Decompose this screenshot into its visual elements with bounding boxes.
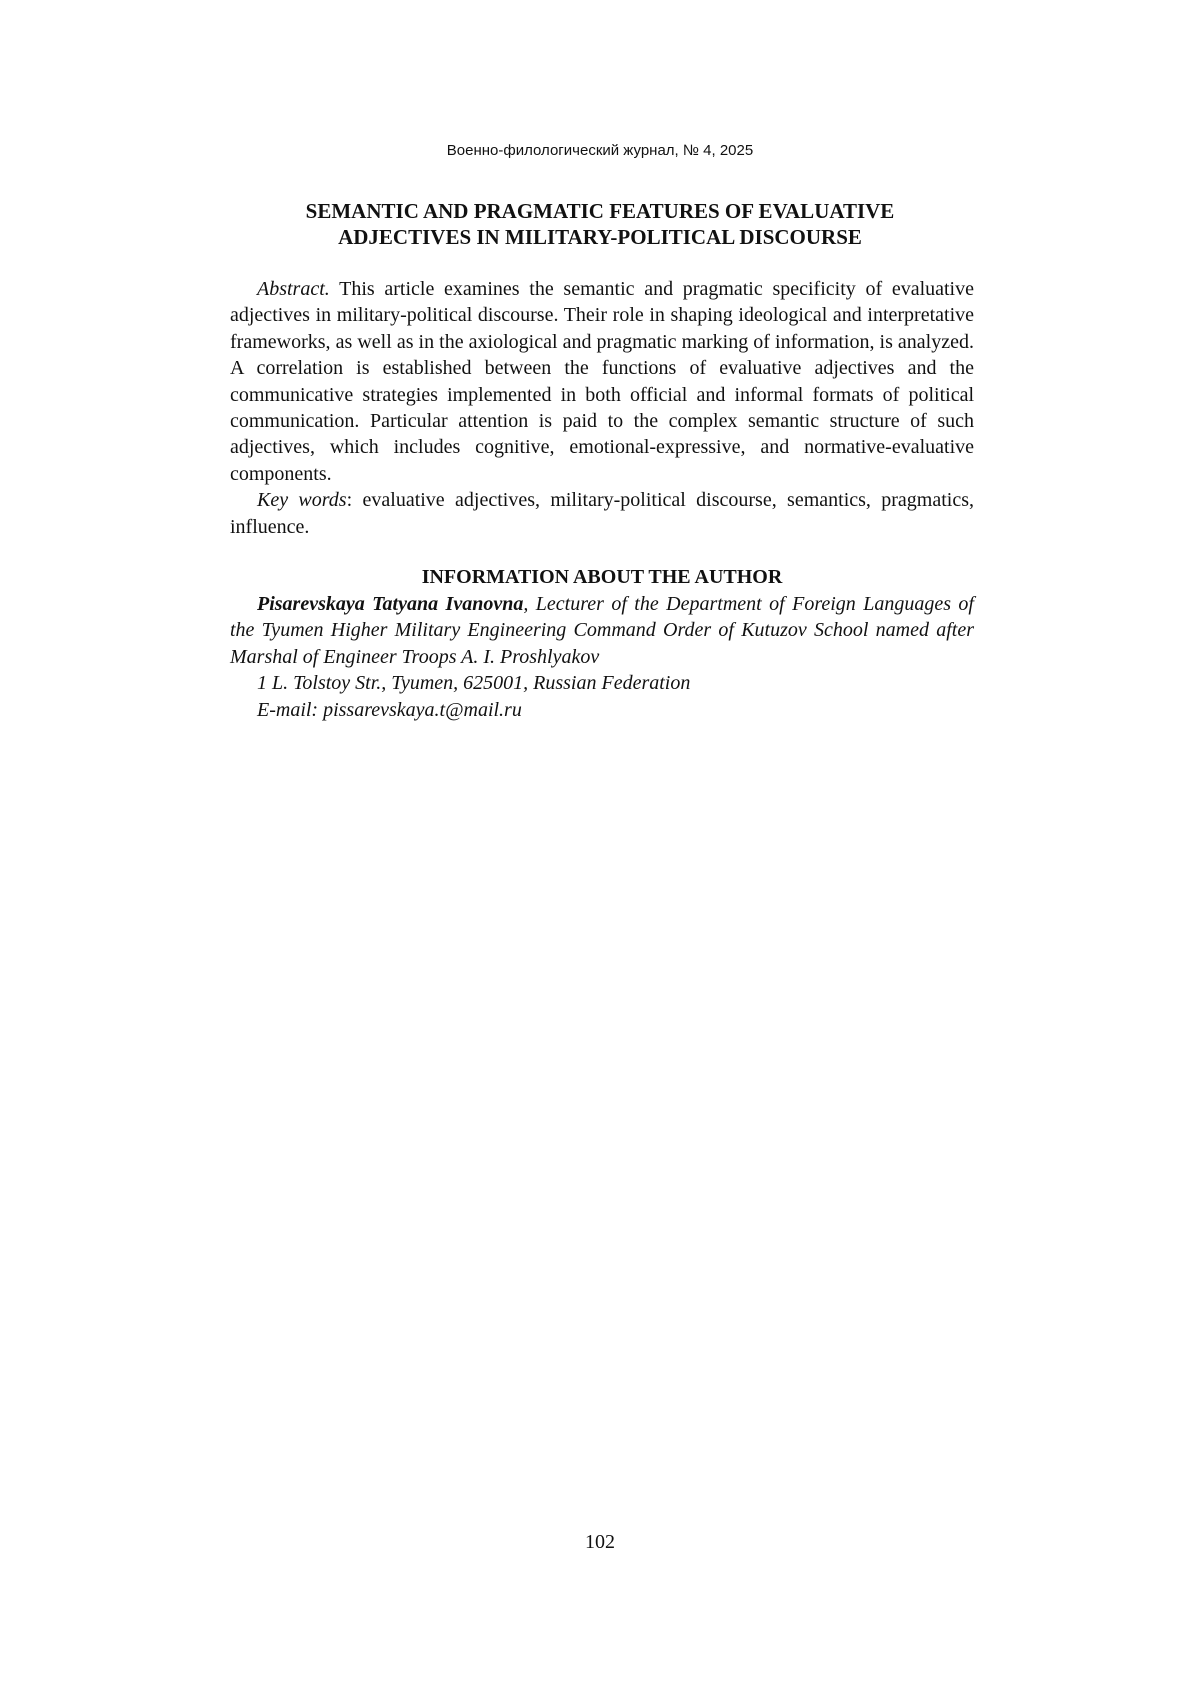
abstract-text: This article examines the semantic and pragmatic specificity of evaluative adjectives in military-political discourse. Their role in shaping ideological and interpretative frameworks, as well as in the axiological and pragmatic marking of information, is analyzed. A correlation is established between the functions of evaluative adjectives and the communicative strategies implemented in both official and informal formats of political communication. Particular attention is paid to the complex semantic structure of such adjectives, which includes cognitive, emotional-expressive, and normative-evaluative components. [230, 278, 974, 485]
keywords-paragraph [230, 487, 974, 540]
author-email: E-mail: pissarevskaya.t@mail.ru [257, 698, 522, 721]
author-paragraph [230, 591, 974, 670]
keywords-text: : evaluative adjectives, military-political discourse, semantics, pragmatics, influence. [230, 489, 974, 538]
abstract-label: Abstract. [257, 278, 330, 300]
page-number: 102 [585, 1531, 615, 1553]
abstract-section [230, 276, 974, 540]
article-title [230, 198, 970, 250]
article-title-line-1: SEMANTIC AND PRAGMATIC FEATURES OF EVALUATIVE [305, 199, 895, 223]
running-head: Военно-филологический журнал, № 4, 2025 [446, 142, 754, 159]
author-section-heading: INFORMATION ABOUT THE AUTHOR [421, 566, 783, 588]
keywords-label: Key words [257, 489, 347, 512]
abstract-paragraph [230, 276, 974, 487]
article-title-line-2: ADJECTIVES IN MILITARY-POLITICAL DISCOURSE [338, 225, 862, 249]
author-address: 1 L. Tolstoy Str., Tyumen, 625001, Russian Federation [257, 672, 691, 695]
author-name: Pisarevskaya Tatyana Ivanovna [257, 593, 524, 615]
author-info [230, 591, 974, 723]
author-affiliation: , Lecturer of the Department of Foreign Languages of the Tyumen Higher Military Engineering Command Order of Kutuzov School named after Marshal of Engineer Troops A. I. Proshlyakov [230, 593, 974, 668]
